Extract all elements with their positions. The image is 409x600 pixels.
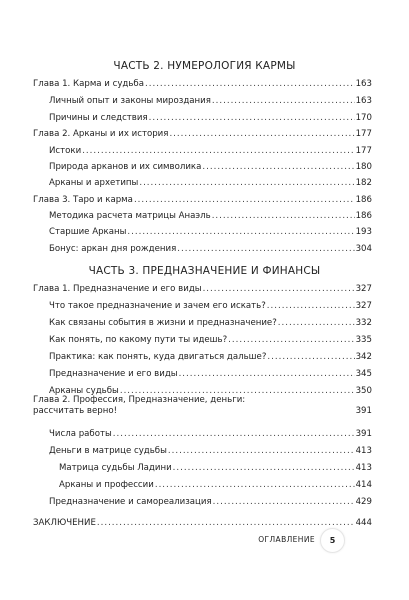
- toc-entry-chapter[interactable]: [33, 190, 372, 206]
- toc-entry-text: Истоки: [49, 146, 82, 156]
- toc-entry-text: Деньги в матрице судьбы: [49, 446, 167, 456]
- toc-entry-page: 342: [355, 352, 372, 362]
- toc-entry[interactable]: [49, 313, 372, 329]
- leader-dots: [173, 463, 355, 474]
- toc-entry[interactable]: [49, 108, 372, 124]
- toc-entry-text-continued: рассчитать верно!: [33, 406, 118, 416]
- toc-entry-page: 414: [355, 480, 372, 490]
- leader-dots: [267, 301, 355, 312]
- toc-entry[interactable]: [49, 296, 372, 312]
- leader-dots: [202, 162, 354, 173]
- toc-entry-text: Как связаны события в жизни и предназначение?: [49, 318, 277, 328]
- toc-entry-text: Причины и следствия: [49, 113, 148, 123]
- toc-entry-page: 335: [355, 335, 372, 345]
- toc-entry[interactable]: [49, 222, 372, 238]
- toc-entry-page: 391: [355, 406, 372, 416]
- toc-entry-text: Личный опыт и законы мироздания: [49, 96, 211, 106]
- toc-entry-page: 180: [355, 162, 372, 172]
- leader-dots: [113, 429, 355, 440]
- toc-entry[interactable]: [49, 347, 372, 363]
- toc-entry-page: 163: [355, 96, 372, 106]
- toc-entry-text: Глава 1. Предназначение и его виды: [33, 284, 202, 294]
- toc-entry-chapter[interactable]: [33, 74, 372, 90]
- leader-dots: [134, 195, 355, 206]
- toc-entry[interactable]: [49, 141, 372, 157]
- toc-entry-chapter-multiline[interactable]: [33, 395, 372, 417]
- toc-entry[interactable]: [49, 206, 372, 222]
- part2-title: ЧАСТЬ 2. НУМЕРОЛОГИЯ КАРМЫ: [113, 60, 296, 72]
- leader-dots: [155, 480, 355, 491]
- toc-entry-page: 193: [355, 227, 372, 237]
- toc-entry-text: Глава 3. Таро и карма: [33, 195, 133, 205]
- toc-entry-text: Что такое предназначение и зачем его искать?: [49, 301, 266, 311]
- toc-entry-sub[interactable]: [59, 475, 372, 491]
- leader-dots: [213, 497, 355, 508]
- leader-dots: [145, 79, 355, 90]
- leader-dots: [203, 284, 355, 295]
- toc-entry-text: Матрица судьбы Ладини: [59, 463, 172, 473]
- toc-entry-page: 186: [355, 195, 372, 205]
- toc-entry-text: Числа работы: [49, 429, 112, 439]
- leader-dots: [267, 352, 354, 363]
- toc-entry-text: Арканы и профессии: [59, 480, 154, 490]
- toc-entry-page: 327: [355, 301, 372, 311]
- section-label: ОГЛАВЛЕНИЕ: [258, 535, 315, 544]
- toc-entry[interactable]: [49, 424, 372, 440]
- toc-entry-page: 177: [355, 146, 372, 156]
- leader-dots: [169, 129, 354, 140]
- toc-entry-text: ЗАКЛЮЧЕНИЕ: [33, 518, 96, 528]
- toc-entry-page: 345: [355, 369, 372, 379]
- toc-entry-page: 182: [355, 178, 372, 188]
- leader-dots: [179, 369, 355, 380]
- toc-entry-page: 391: [355, 429, 372, 439]
- toc-entry[interactable]: [49, 239, 372, 255]
- toc-entry[interactable]: [49, 91, 372, 107]
- toc-entry-sub[interactable]: [59, 458, 372, 474]
- toc-entry-text: Глава 1. Карма и судьба: [33, 79, 144, 89]
- toc-entry-page: 350: [355, 386, 372, 396]
- toc-entry-page: 332: [355, 318, 372, 328]
- toc-entry-page: 413: [355, 446, 372, 456]
- toc-entry-page: 186: [355, 211, 372, 221]
- toc-entry-text: Предназначение и его виды: [49, 369, 178, 379]
- toc-entry-page: 163: [355, 79, 372, 89]
- toc-entry-text: Природа арканов и их символика: [49, 162, 202, 172]
- toc-entry-page: 444: [355, 518, 372, 528]
- toc-entry[interactable]: [49, 492, 372, 508]
- toc-entry-page: 429: [355, 497, 372, 507]
- leader-dots: [177, 244, 354, 255]
- toc-entry-text: Бонус: аркан дня рождения: [49, 244, 177, 254]
- toc-entry-chapter[interactable]: [33, 124, 372, 140]
- part3-title: ЧАСТЬ 3. ПРЕДНАЗНАЧЕНИЕ И ФИНАНСЫ: [88, 265, 321, 277]
- toc-entry[interactable]: [49, 173, 372, 189]
- leader-dots: [212, 211, 355, 222]
- page-number-badge: 5: [320, 528, 345, 553]
- toc-entry-chapter[interactable]: [33, 279, 372, 295]
- toc-entry-conclusion[interactable]: [33, 513, 372, 529]
- toc-entry-text: Предназначение и самореализация: [49, 497, 212, 507]
- toc-entry-page: 304: [355, 244, 372, 254]
- toc-entry-page: 327: [355, 284, 372, 294]
- toc-entry-text: Арканы и архетипы: [49, 178, 139, 188]
- toc-entry[interactable]: [49, 364, 372, 380]
- toc-entry-text: Старшие Арканы: [49, 227, 127, 237]
- leader-dots: [278, 318, 355, 329]
- toc-entry-text: Методика расчета матрицы Анаэль: [49, 211, 211, 221]
- toc-entry[interactable]: [49, 157, 372, 173]
- toc-entry-text: Глава 2. Арканы и их история: [33, 129, 169, 139]
- toc-entry[interactable]: [49, 441, 372, 457]
- leader-dots: [149, 113, 355, 124]
- toc-entry-page: 413: [355, 463, 372, 473]
- toc-entry-text: Глава 2. Профессия, Предназначение, деньги:: [33, 395, 246, 405]
- toc-entry-text: Как понять, по какому пути ты идешь?: [49, 335, 228, 345]
- toc-entry-page: 170: [355, 113, 372, 123]
- leader-dots: [228, 335, 354, 346]
- page-footer: [0, 528, 409, 552]
- leader-dots: [139, 178, 354, 189]
- leader-dots: [127, 227, 354, 238]
- toc-entry[interactable]: [49, 330, 372, 346]
- leader-dots: [168, 446, 355, 457]
- leader-dots: [82, 146, 354, 157]
- toc-entry-page: 177: [355, 129, 372, 139]
- toc-entry-text: Арканы судьбы: [49, 386, 119, 396]
- toc-entry-text: Практика: как понять, куда двигаться дальше?: [49, 352, 267, 362]
- leader-dots: [212, 96, 355, 107]
